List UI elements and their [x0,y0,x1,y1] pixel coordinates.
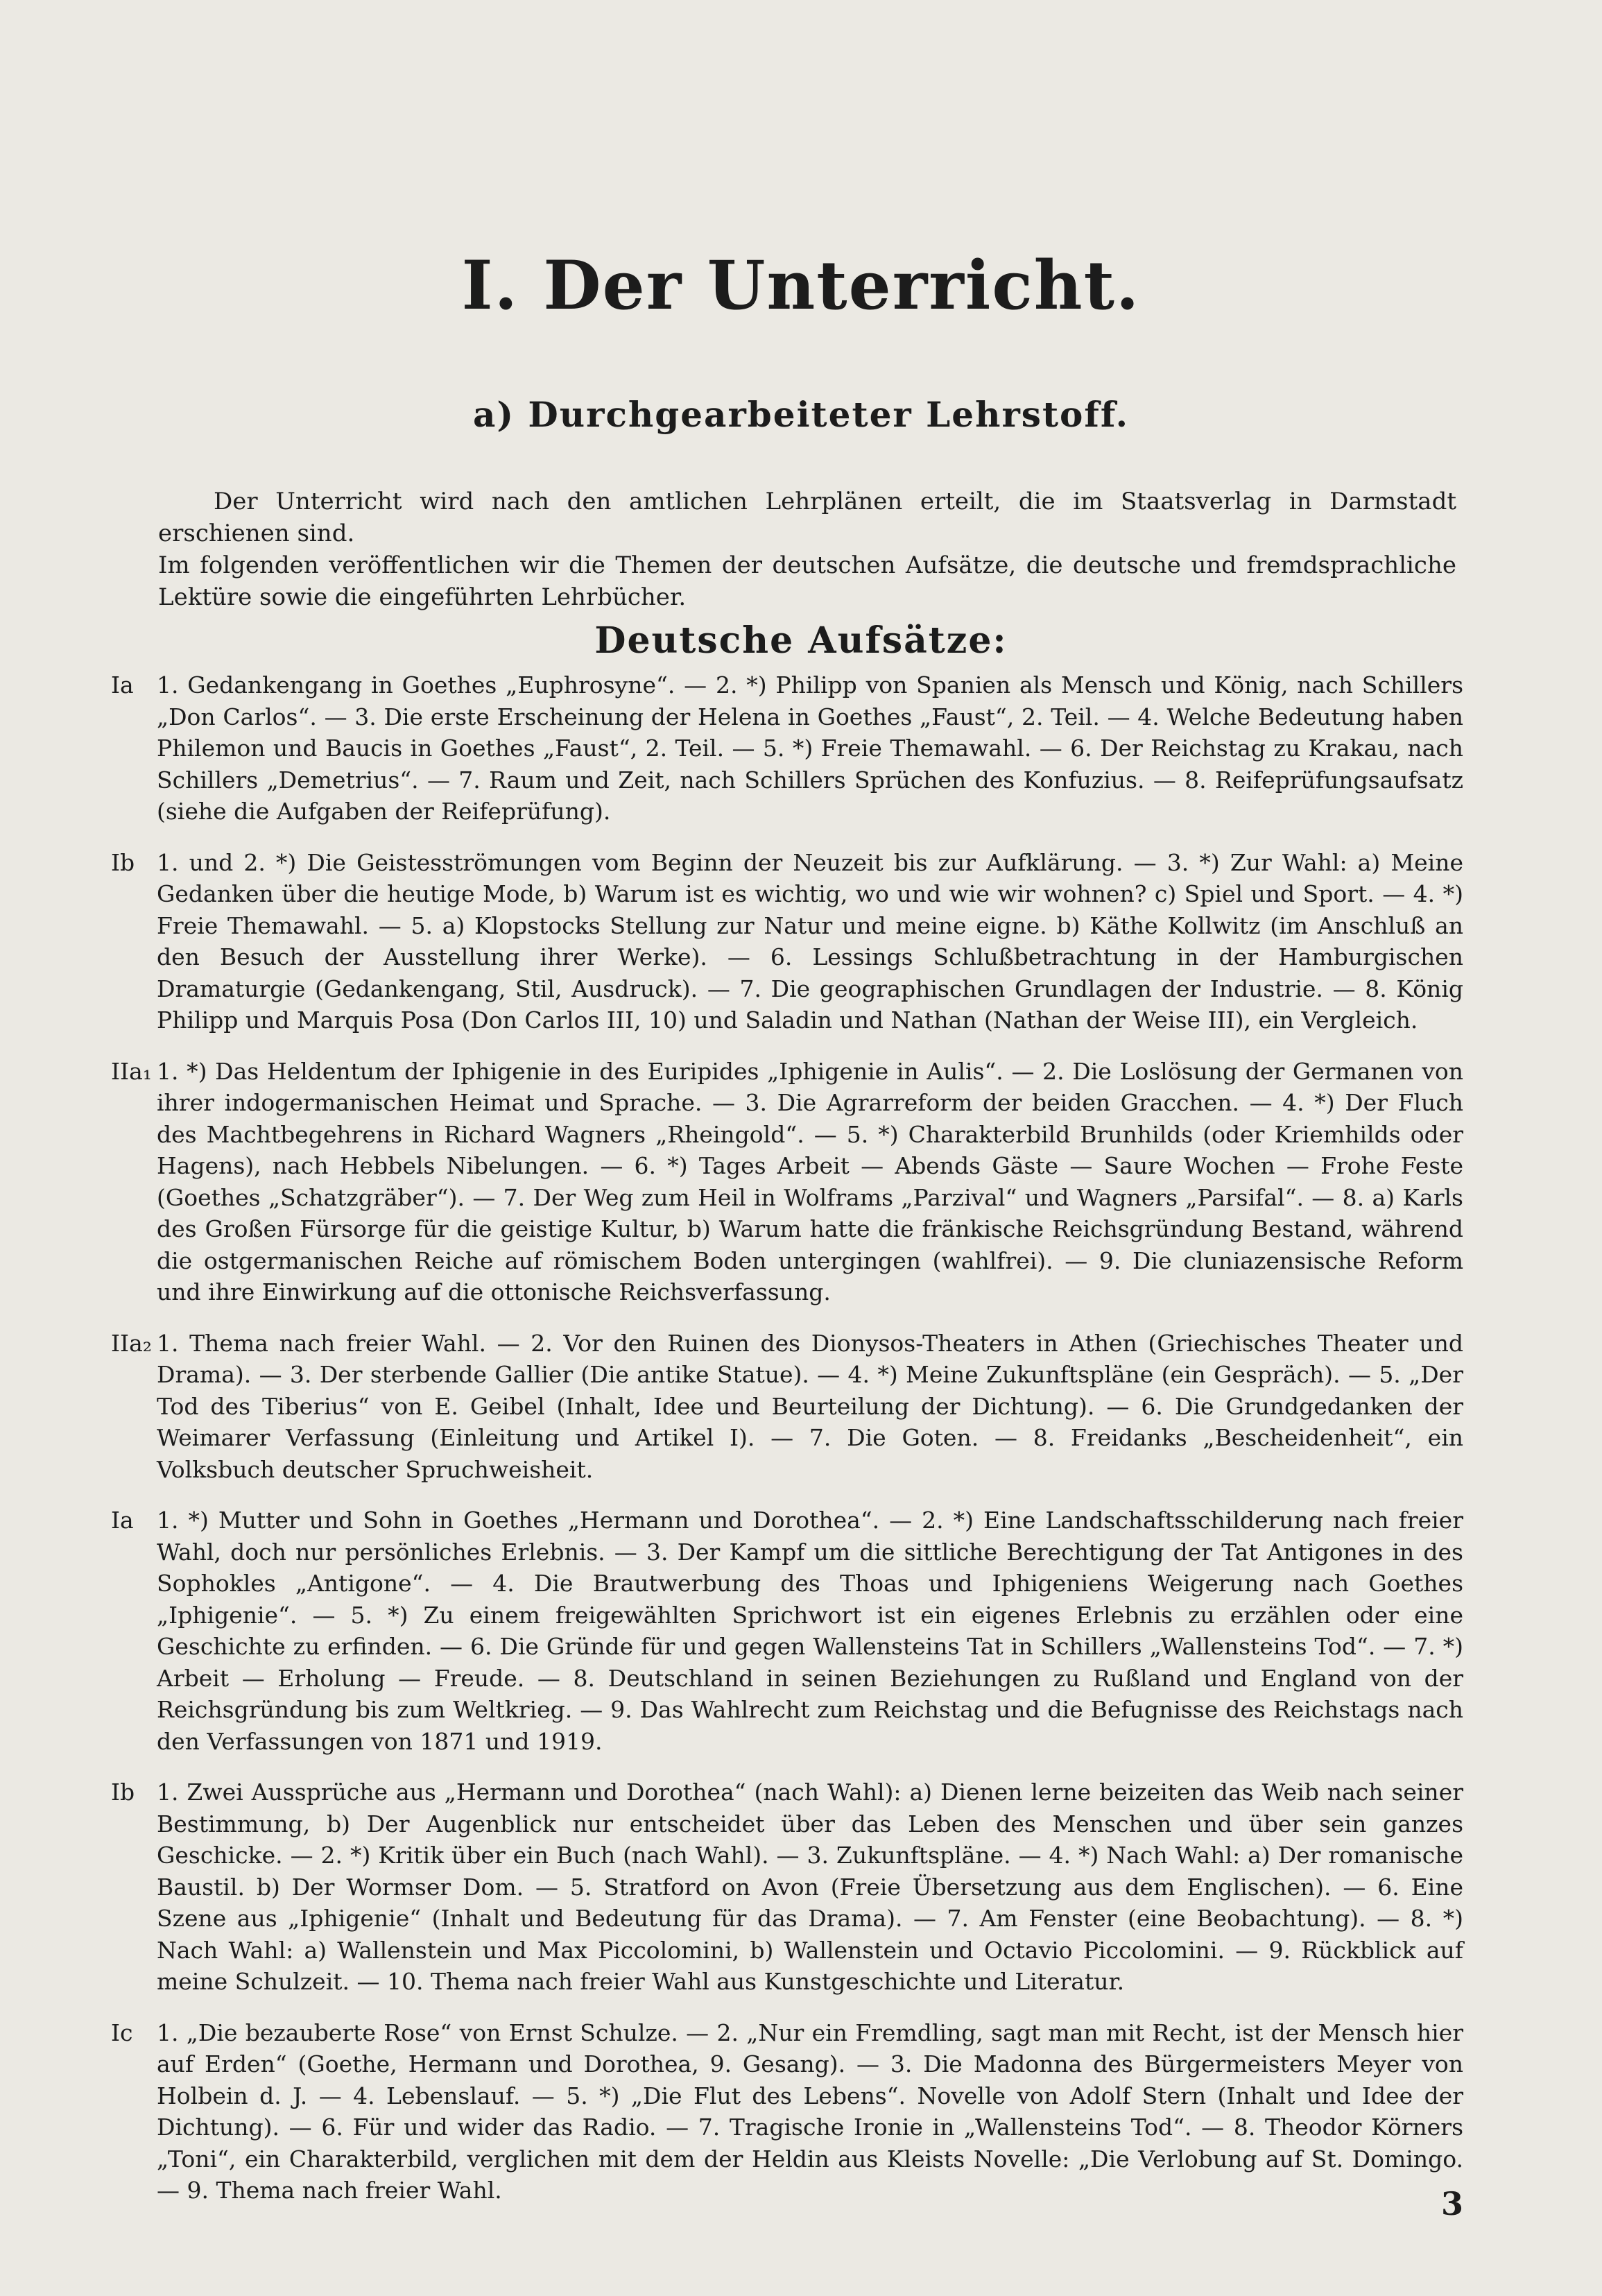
essay-entry [111,2017,1463,2207]
essay-entry [111,1776,1463,1998]
essay-list [111,669,1463,2226]
class-label: Ic [111,2019,133,2046]
essay-topics: 1. Thema nach freier Wahl. — 2. Vor den Ruinen des Dionysos-Theaters in Athen (Griechisches Theater und Drama). — 3. Der sterbende Gallier (Die antike Statue). — 4. *) Meine Zukunftspläne (ein Gespräch). — 5. „Der Tod des Tiberius“ von E. Geibel (Inhalt, Idee und Beurteilung der Dichtung). — 6. Die Grundgedanken der Weimarer Verfassung (Einleitung und Artikel I). — 7. Die Goten. — 8. Freidanks „Bescheidenheit“, ein Volksbuch deutscher Spruchweisheit. [157,1329,1463,1483]
class-label: Ia [111,671,134,699]
intro-text [158,486,1456,613]
essay-entry [111,1505,1463,1757]
subtitle: a) Durchgearbeiteter Lehrstoff. [472,394,1130,435]
essay-topics: 1. und 2. *) Die Geistesströmungen vom Beginn der Neuzeit bis zur Aufklärung. — 3. *) Zur Wahl: a) Meine Gedanken über die heutige Mode, b) Warum ist es wichtig, wo und wie wir wohnen? c) Spiel und Sport. — 4. *) Freie Themawahl. — 5. a) Klopstocks Stellung zur Natur und meine eigne. b) Käthe Kollwitz (im Anschluß an den Besuch der Ausstellung ihrer Werke). — 6. Lessings Schlußbetrachtung in der Hamburgischen Dramaturgie (Gedankengang, Stil, Ausdruck). — 7. Die geographischen Grundlagen der Industrie. — 8. König Philipp und Marquis Posa (Don Carlos III, 10) und Saladin und Nathan (Nathan der Weise III), ein Vergleich. [157,848,1463,1034]
class-label: Ib [111,1779,135,1806]
page-number: 3 [1440,2185,1463,2222]
essay-entry [111,669,1463,828]
essay-entry [111,1328,1463,1486]
class-label: IIa₂ [111,1329,152,1357]
essay-topics: 1. „Die bezauberte Rose“ von Ernst Schulze. — 2. „Nur ein Fremdling, sagt man mit Recht, ist der Mensch hier auf Erden“ (Goethe, Hermann und Dorothea, 9. Gesang). — 3. Die Madonna des Bürgermeisters Meyer von Holbein d. J. — 4. Lebenslauf. — 5. *) „Die Flut des Lebens“. Novelle von Adolf Stern (Inhalt und Idee der Dichtung). — 6. Für und wider das Radio. — 7. Tragische Ironie in „Wallensteins Tod“. — 8. Theodor Körners „Toni“, ein Charakterbild, verglichen mit dem der Heldin aus Kleists Novelle: „Die Verlobung auf St. Domingo. — 9. Thema nach freier Wahl. [157,2019,1463,2204]
essay-topics: 1. Gedankengang in Goethes „Euphrosyne“. — 2. *) Philipp von Spanien als Mensch und König, nach Schillers „Don Carlos“. — 3. Die erste Erscheinung der Helena in Goethes „Faust“, 2. Teil. — 4. Welche Bedeutung haben Philemon und Baucis in Goethes „Faust“, 2. Teil. — 5. *) Freie Themawahl. — 6. Der Reichstag zu Krakau, nach Schillers „Demetrius“. — 7. Raum und Zeit, nach Schillers Sprüchen des Konfuzius. — 8. Reifeprüfungsaufsatz (siehe die Aufgaben der Reifeprüfung). [157,671,1463,825]
intro-paragraph: Im folgenden veröffentlichen wir die Themen der deutschen Aufsätze, die deutsche und fremdsprachliche Lektüre sowie die eingeführten Lehrbücher. [158,551,1456,611]
essay-entry [111,1056,1463,1308]
class-label: IIa₁ [111,1057,152,1085]
essay-topics: 1. *) Mutter und Sohn in Goethes „Hermann und Dorothea“. — 2. *) Eine Landschaftsschilderung nach freier Wahl, doch nur persönliches Erlebnis. — 3. Der Kampf um die sittliche Berechtigung der Tat Antigones in des Sophokles „Antigone“. — 4. Die Brautwerbung des Thoas und Iphigeniens Weigerung nach Goethes „Iphigenie“. — 5. *) Zu einem freigewählten Sprichwort ist ein eigenes Erlebnis zu erzählen oder eine Geschichte zu erfinden. — 6. Die Gründe für und gegen Wallensteins Tat in Schillers „Wallensteins Tod“. — 7. *) Arbeit — Erholung — Freude. — 8. Deutschland in seinen Beziehungen zu Rußland und England von der Reichsgründung bis zum Weltkrieg. — 9. Das Wahlrecht zum Reichstag und die Befugnisse des Reichstags nach den Verfassungen von 1871 und 1919. [157,1507,1463,1755]
essay-topics: 1. *) Das Heldentum der Iphigenie in des Euripides „Iphigenie in Aulis“. — 2. Die Loslösung der Germanen von ihrer indogermanischen Heimat und Sprache. — 3. Die Agrarreform der beiden Gracchen. — 4. *) Der Fluch des Machtbegehrens in Richard Wagners „Rheingold“. — 5. *) Charakterbild Brunhilds (oder Kriemhilds oder Hagens), nach Hebbels Nibelungen. — 6. *) Tages Arbeit — Abends Gäste — Saure Wochen — Frohe Feste (Goethes „Schatzgräber“). — 7. Der Weg zum Heil in Wolframs „Parzival“ und Wagners „Parsifal“. — 8. a) Karls des Großen Fürsorge für die geistige Kultur, b) Warum hatte die fränkische Reichsgründung Bestand, während die ostgermanischen Reiche auf römischem Boden untergingen (wahlfrei). — 9. Die cluniazensische Reform und ihre Einwirkung auf die ottonische Reichsverfassung. [157,1057,1463,1305]
intro-paragraph: Der Unterricht wird nach den amtlichen Lehrplänen erteilt, die im Staatsverlag in Darmstadt erschienen sind. [158,488,1456,547]
essay-entry [111,847,1463,1036]
page-title: I. Der Unterricht. [461,246,1141,325]
class-label: Ib [111,848,135,876]
section-heading: Deutsche Aufsätze: [594,619,1008,662]
class-label: Ia [111,1507,134,1534]
essay-topics: 1. Zwei Aussprüche aus „Hermann und Dorothea“ (nach Wahl): a) Dienen lerne beizeiten das Weib nach seiner Bestimmung, b) Der Augenblick nur entscheidet über das Leben des Menschen und über sein ganzes Geschicke. — 2. *) Kritik über ein Buch (nach Wahl). — 3. Zukunftspläne. — 4. *) Nach Wahl: a) Der romanische Baustil. b) Der Wormser Dom. — 5. Stratford on Avon (Freie Übersetzung aus dem Englischen). — 6. Eine Szene aus „Iphigenie“ (Inhalt und Bedeutung für das Drama). — 7. Am Fenster (eine Beobachtung). — 8. *) Nach Wahl: a) Wallenstein und Max Piccolomini, b) Wallenstein und Octavio Piccolomini. — 9. Rückblick auf meine Schulzeit. — 10. Thema nach freier Wahl aus Kunstgeschichte und Literatur. [157,1779,1463,1995]
